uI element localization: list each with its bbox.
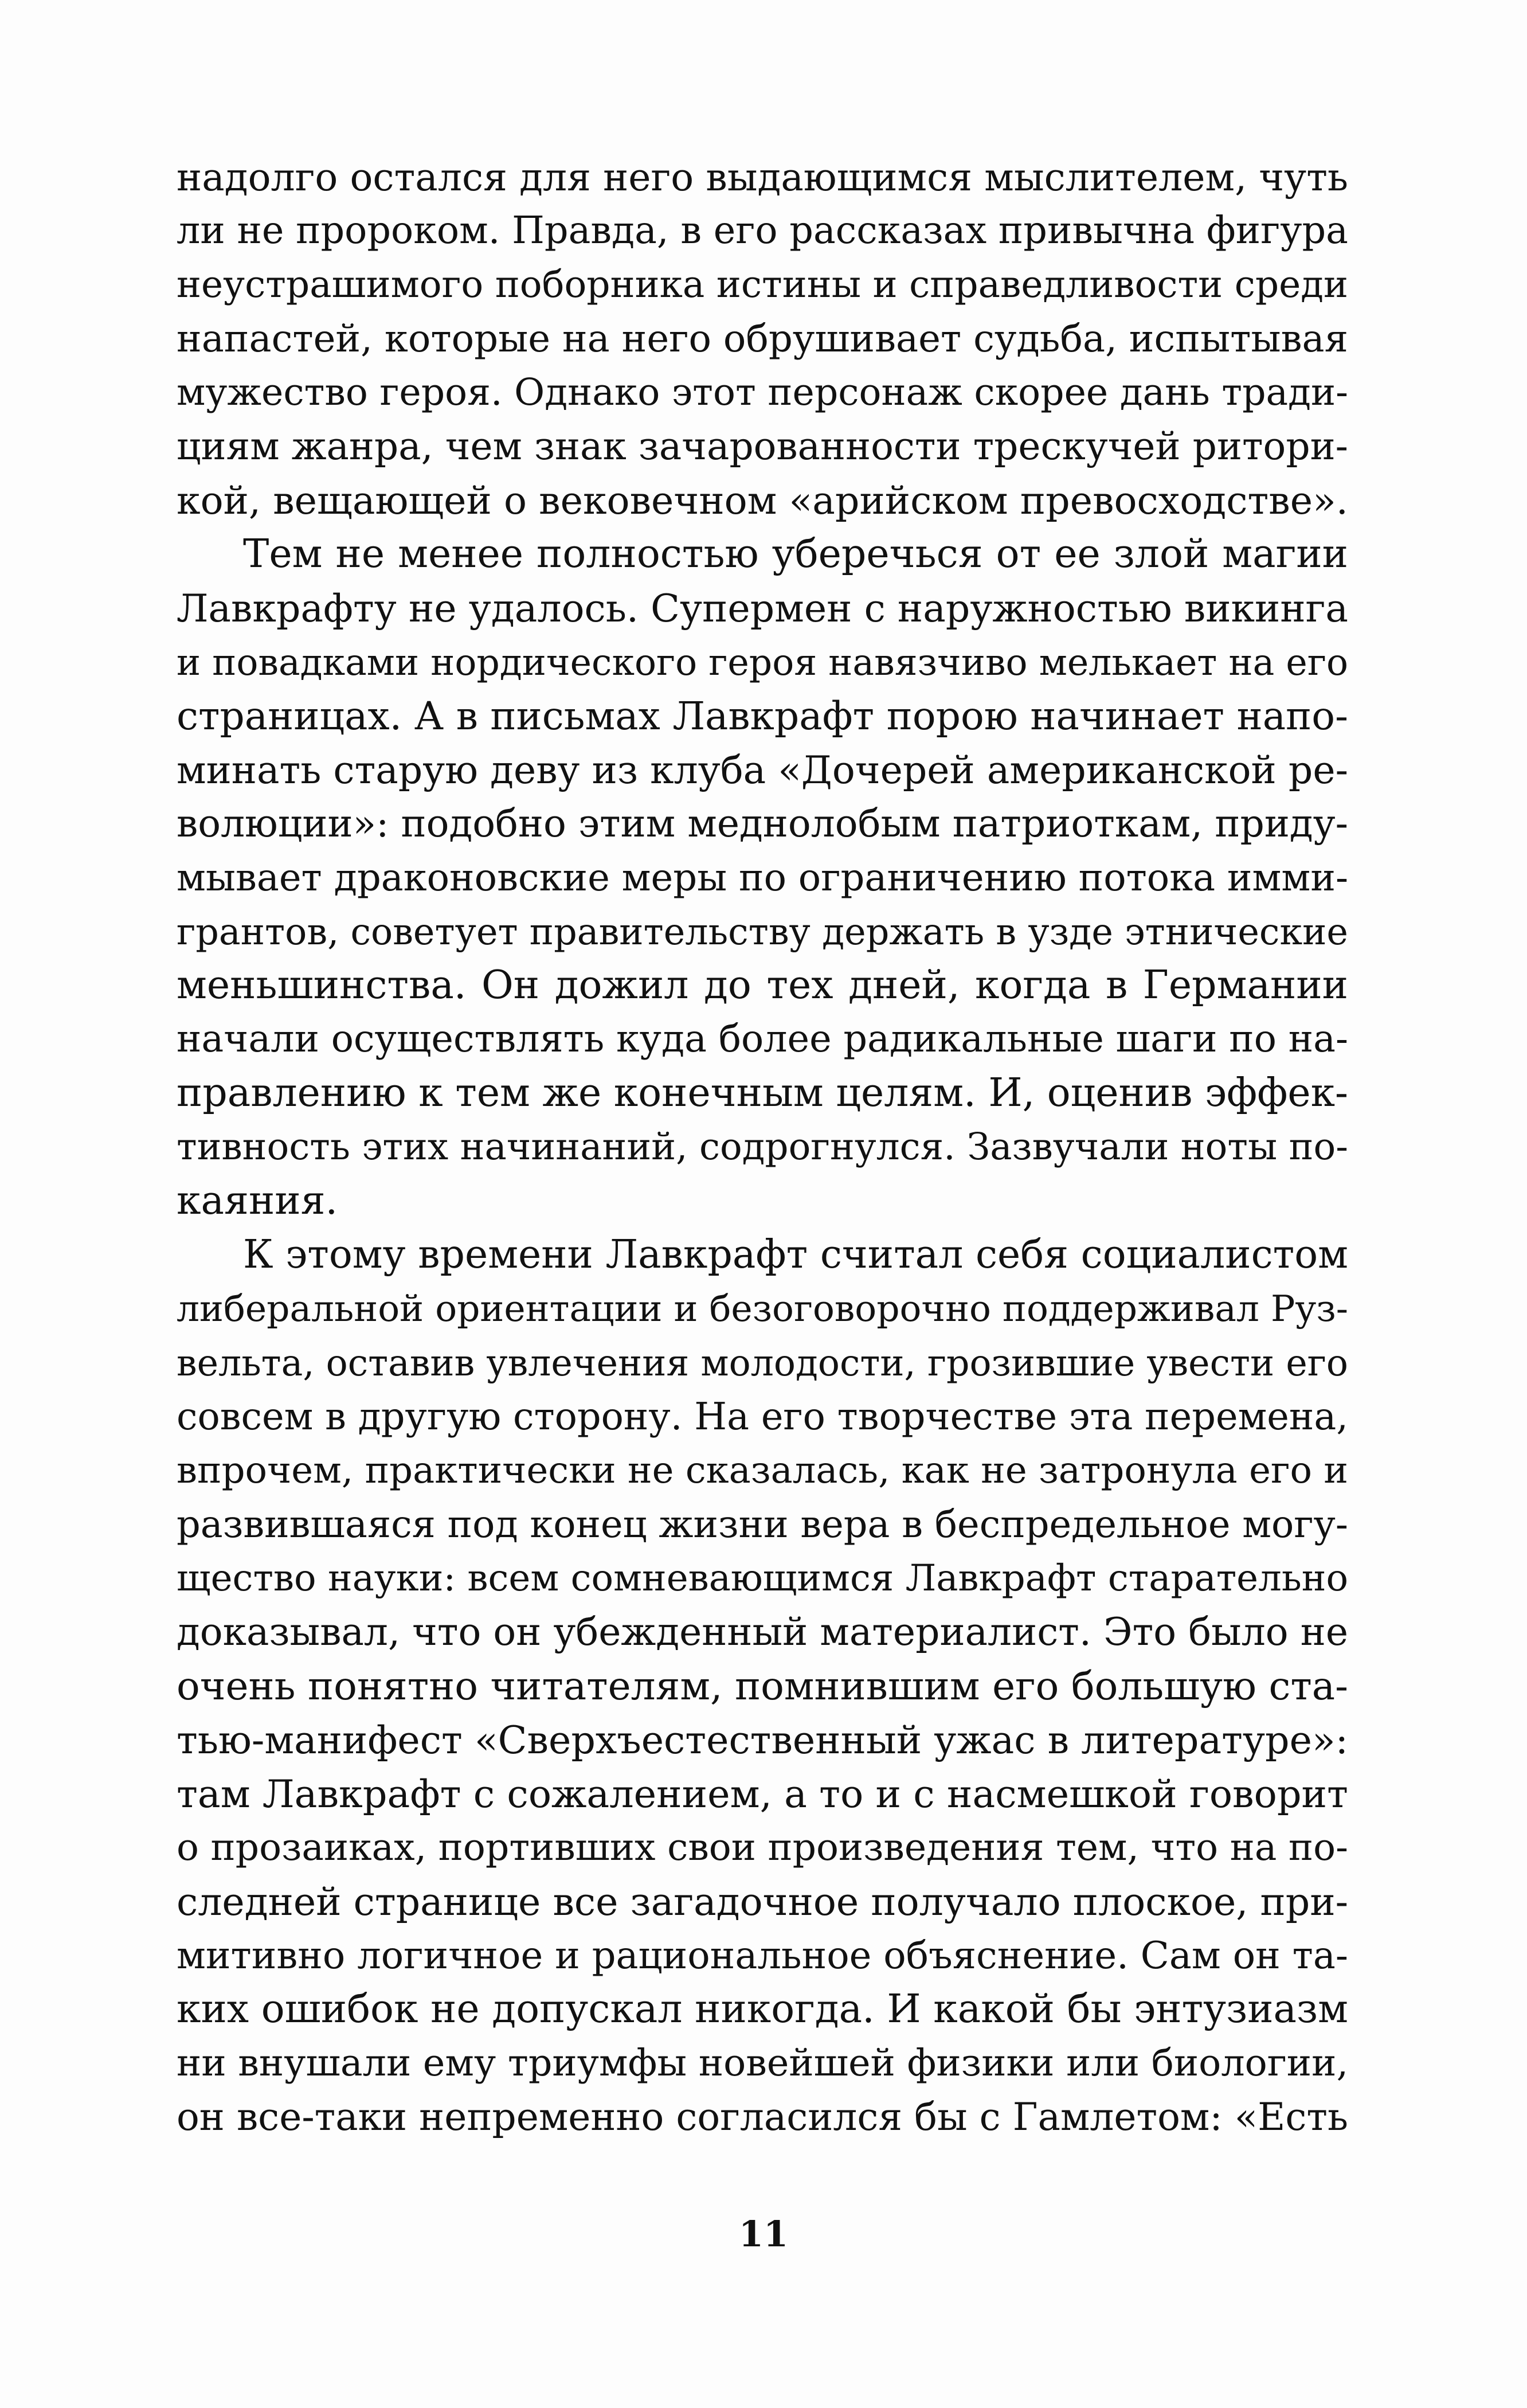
text-line: циям жанра, чем знак зачарованности трескучей ритори- (177, 424, 1348, 468)
text-line: начали осуществлять куда более радикальные шаги по на- (177, 1018, 1348, 1061)
text-line: надолго остался для него выдающимся мыслителем, чуть (177, 155, 1348, 200)
text-line: напастей, которые на него обрушивает судьба, испытывая (177, 317, 1348, 361)
text-line: каяния. (177, 1178, 338, 1223)
text-line: либеральной ориентации и безоговорочно поддерживал Руз- (177, 1288, 1348, 1330)
paragraph-2 (177, 527, 1348, 1228)
text-line: неустрашимого поборника истины и справедливости среди (177, 263, 1348, 306)
text-line: К этому времени Лавкрафт считал себя социалистом (243, 1232, 1348, 1277)
text-line: вельта, оставив увлечения молодости, грозившие увести его (177, 1342, 1348, 1384)
text-line: ких ошибок не допускал никогда. И какой бы энтузиазм (177, 1987, 1348, 2032)
text-line: следней странице все загадочное получало плоское, при- (177, 1879, 1349, 1924)
text-line: он все-таки непременно согласился бы с Гамлетом: «Есть (177, 2095, 1348, 2139)
text-line: мужество героя. Однако этот персонаж скорее дань тради- (177, 371, 1349, 414)
text-line: совсем в другую сторону. На его творчестве эта перемена, (177, 1395, 1348, 1438)
text-line: Тем не менее полностью уберечься от ее злой магии (243, 531, 1348, 577)
text-line: страницах. А в письмах Лавкрафт порою начинает напо- (177, 693, 1348, 738)
body-text (177, 150, 1348, 2144)
text-line: очень понятно читателям, помнившим его большую ста- (177, 1663, 1348, 1709)
text-line: ли не пророком. Правда, в его рассказах привычна фигура (177, 209, 1348, 252)
text-line: ни внушали ему триумфы новейшей физики или биологии, (177, 2042, 1349, 2085)
text-line: щество науки: всем сомневающимся Лавкрафт старательно (177, 1557, 1349, 1600)
text-line: и повадками нордического героя навязчиво мелькает на его (177, 641, 1348, 683)
text-line: правлению к тем же конечным целям. И, оценив эффек- (177, 1070, 1348, 1116)
text-line: минать старую деву из клуба «Дочерей американской ре- (177, 748, 1348, 792)
text-line: там Лавкрафт с сожалением, а то и с насмешкой говорит (177, 1772, 1348, 1816)
text-line: меньшинства. Он дожил до тех дней, когда в Германии (177, 963, 1348, 1008)
text-line: митивно логичное и рациональное объяснение. Сам он та- (177, 1934, 1348, 1977)
text-line: тивность этих начинаний, содрогнулся. Зазвучали ноты по- (177, 1125, 1348, 1168)
text-line: Лавкрафту не удалось. Супермен с наружностью викинга (177, 586, 1348, 631)
text-line: грантов, советует правительству держать в узде этнические (177, 910, 1348, 953)
text-line: о прозаиках, портивших свои произведения тем, что на по- (177, 1826, 1348, 1869)
paragraph-3 (177, 1228, 1348, 2144)
page-number: 11 (738, 2213, 789, 2255)
text-line: развившаяся под конец жизни вера в беспредельное могу- (177, 1503, 1348, 1546)
text-line: впрочем, практически не сказалась, как не затронула его и (177, 1449, 1348, 1492)
paragraph-1 (177, 150, 1348, 527)
text-line: кой, вещающей о вековечном «арийском превосходстве». (177, 478, 1348, 523)
text-line: тью-манифест «Сверхъестественный ужас в литературе»: (177, 1718, 1349, 1762)
text-line: доказывал, что он убежденный материалист. Это было не (177, 1610, 1348, 1654)
text-line: мывает драконовские меры по ограничению потока имми- (177, 856, 1349, 900)
text-line: волюции»: подобно этим меднолобым патриоткам, приду- (177, 802, 1348, 846)
